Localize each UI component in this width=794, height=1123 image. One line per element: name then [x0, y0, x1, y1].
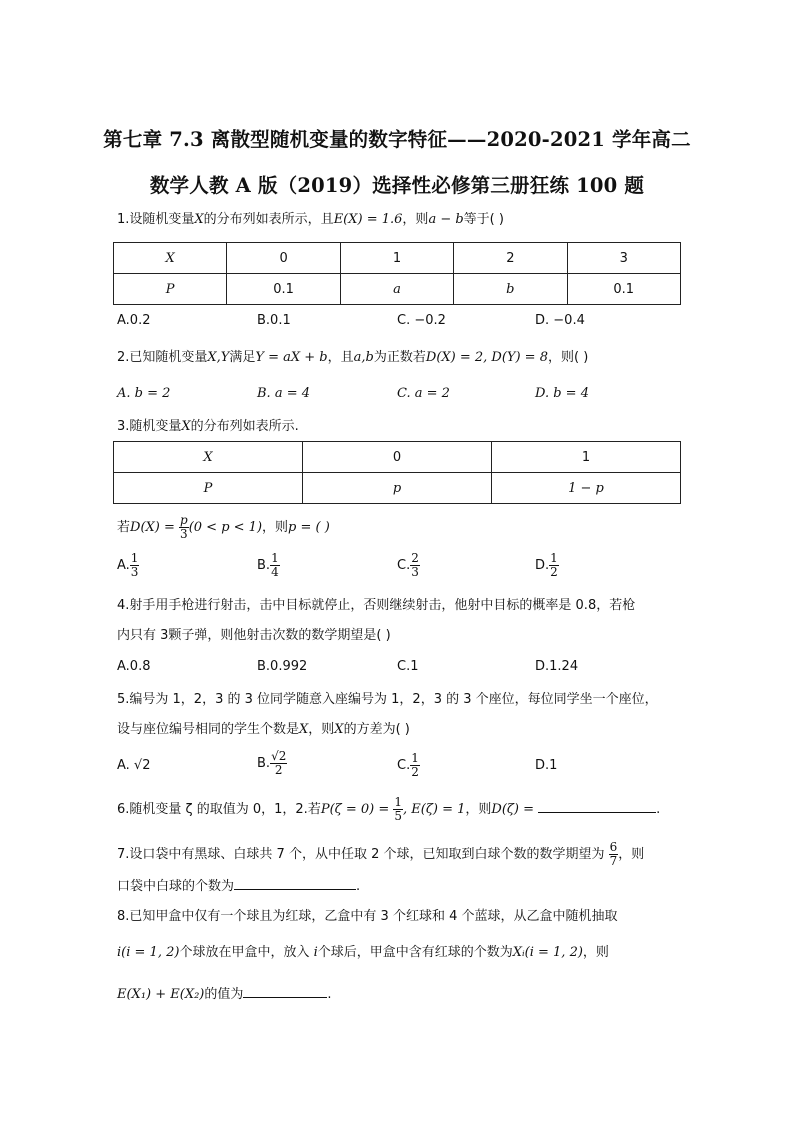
table-cell: 0	[302, 442, 491, 473]
q4-option-c: C.1	[397, 659, 419, 674]
table-cell: P	[114, 274, 227, 305]
fraction: $\frac{p}{3}$	[180, 513, 188, 541]
question-5-line-2: 设与座位编号相同的学生个数是X，则X的方差为( )	[117, 722, 410, 737]
q5-option-c: C. $\frac{1}{2}$	[397, 751, 419, 779]
q5-option-d: D.1	[535, 758, 558, 773]
question-1-table	[113, 242, 681, 305]
table-cell: P	[114, 473, 303, 504]
question-8-line-1: 8.已知甲盒中仅有一个球且为红球，乙盒中有 3 个红球和 4 个蓝球，从乙盒中随机抽取	[117, 909, 618, 924]
question-8-line-2: i(i = 1, 2)个球放在甲盒中，放入 i个球后，甲盒中含有红球的个数为Xᵢ(i = 1, 2)，则	[117, 945, 609, 960]
title-line-1: 第七章 7.3 离散型随机变量的数字特征——2020-2021 学年高二	[103, 128, 691, 151]
question-4-line-1: 4.射手用手枪进行射击，击中目标就停止，否则继续射击，他射中目标的概率是 0.8，若枪	[117, 598, 636, 613]
table-cell: 2	[454, 243, 567, 274]
table-cell: X	[114, 442, 303, 473]
answer-blank[interactable]	[243, 985, 327, 998]
table-cell: 1	[340, 243, 453, 274]
title-line-2: 数学人教 A 版（2019）选择性必修第三册狂练 100 题	[149, 174, 645, 197]
question-2-stem: 2.已知随机变量X,Y满足Y = aX + b，且a,b为正数若D(X) = 2, D(Y) = 8，则( )	[117, 350, 589, 365]
question-5-line-1: 5.编号为 1，2，3 的 3 位同学随意入座编号为 1，2，3 的 3 个座位，每位同学坐一个座位，	[117, 692, 658, 707]
q3-option-d: D. $\frac{1}{2}$	[535, 551, 558, 579]
table-cell: b	[454, 274, 567, 305]
answer-blank[interactable]	[234, 877, 356, 890]
table-row	[114, 243, 681, 274]
q5-option-b: B. $\frac{√2}{2}$	[257, 749, 287, 777]
q1-option-d: D. −0.4	[535, 313, 585, 328]
q5-option-a: A. √2	[117, 758, 151, 773]
q1-option-a: A.0.2	[117, 313, 151, 328]
table-cell: p	[302, 473, 491, 504]
table-cell: 1	[491, 442, 680, 473]
q2-option-a: A. b = 2	[117, 386, 171, 401]
question-8-line-3: E(X₁) + E(X₂)的值为 .	[117, 987, 332, 1002]
table-cell: 0.1	[567, 274, 680, 305]
table-cell: 3	[567, 243, 680, 274]
question-3-stem: 3.随机变量X的分布列如表所示.	[117, 419, 299, 434]
table-row	[114, 442, 681, 473]
table-cell: X	[114, 243, 227, 274]
q4-option-d: D.1.24	[535, 659, 579, 674]
answer-blank[interactable]	[538, 800, 656, 813]
q3-option-a: A. $\frac{1}{3}$	[117, 551, 139, 579]
q4-option-a: A.0.8	[117, 659, 151, 674]
q2-option-d: D. b = 4	[535, 386, 589, 401]
q3-option-c: C. $\frac{2}{3}$	[397, 551, 419, 579]
q2-option-c: C. a = 2	[397, 386, 450, 401]
question-6-stem: 6.随机变量 ζ 的取值为 0，1，2.若P(ζ = 0) = $\frac{1}{5}$ , E(ζ) = 1，则D(ζ) = .	[117, 795, 661, 823]
question-4-line-2: 内只有 3颗子弹，则他射击次数的数学期望是( )	[117, 628, 391, 643]
question-3-condition: 若D(X) = $\frac{p}{3}$ (0 < p < 1)，则p = ( )	[117, 513, 330, 541]
question-7-line-2: 口袋中白球的个数为 .	[117, 879, 361, 894]
question-7-line-1: 7.设口袋中有黑球、白球共 7 个，从中任取 2 个球，已知取到白球个数的数学期望为 $\frac{6}{7}$ ，则	[117, 840, 645, 868]
table-cell: 0	[227, 243, 340, 274]
table-cell: a	[340, 274, 453, 305]
q1-option-b: B.0.1	[257, 313, 291, 328]
question-1-stem: 1.设随机变量X的分布列如表所示，且E(X) = 1.6，则a − b等于( )	[117, 212, 504, 227]
q2-option-b: B. a = 4	[257, 386, 310, 401]
table-row	[114, 274, 681, 305]
table-row	[114, 473, 681, 504]
table-cell: 0.1	[227, 274, 340, 305]
q3-option-b: B. $\frac{1}{4}$	[257, 551, 279, 579]
q4-option-b: B.0.992	[257, 659, 308, 674]
q1-option-c: C. −0.2	[397, 313, 446, 328]
question-3-table	[113, 441, 681, 504]
table-cell: 1 − p	[491, 473, 680, 504]
